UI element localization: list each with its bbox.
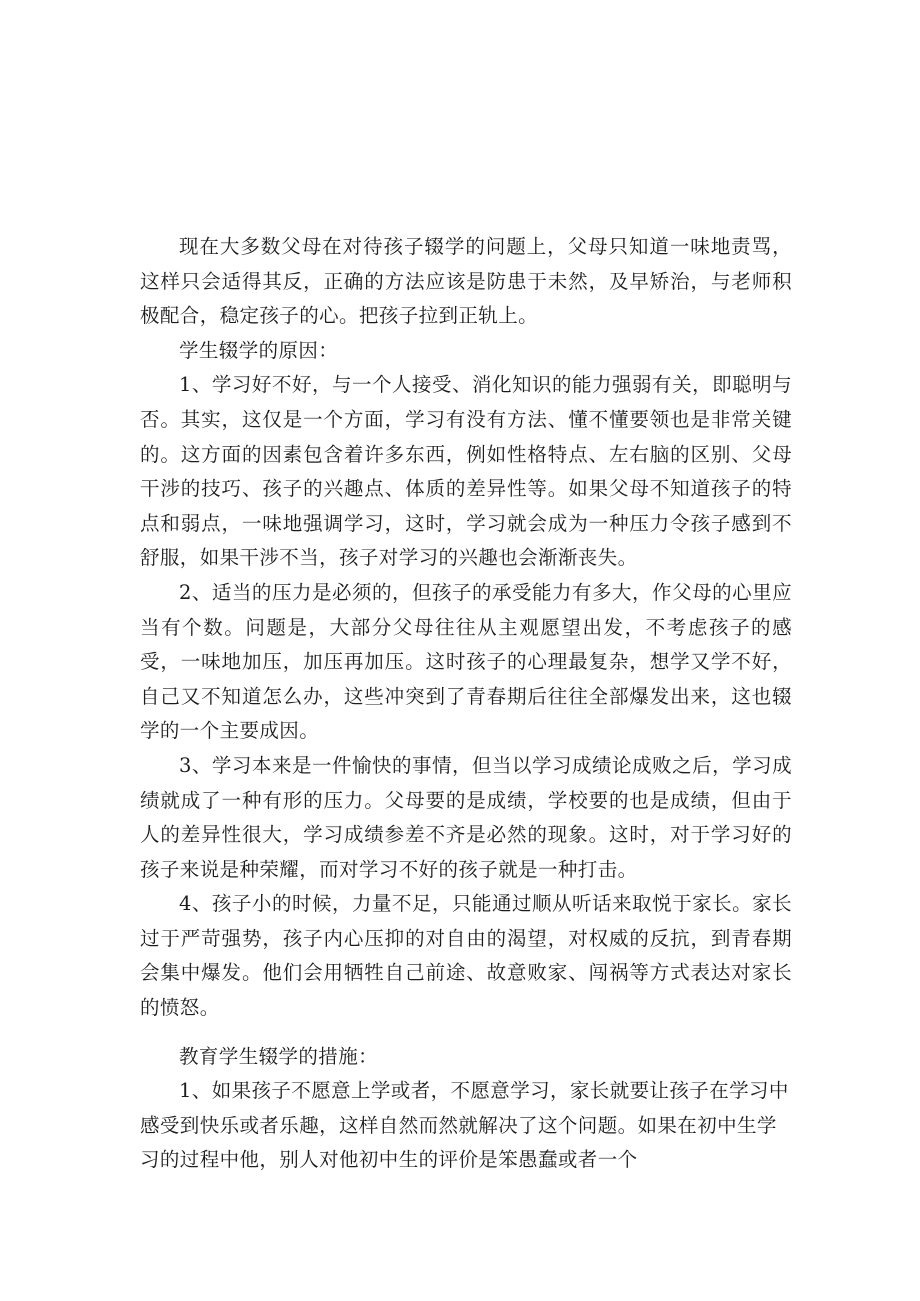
document-body xyxy=(140,230,792,1178)
paragraph-measure-1: 1、如果孩子不愿意上学或者，不愿意学习，家长就要让孩子在学习中感受到快乐或者乐趣，这样自然而然就解决了这个问题。如果在初中生学习的过程中他，别人对他初中生的评价是笨愚蠢或者一个 xyxy=(140,1079,789,1172)
heading-dropout-causes: 学生辍学的原因： xyxy=(179,338,339,362)
paragraph-intro: 现在大多数父母在对待孩子辍学的问题上，父母只知道一味地责骂，这样只会适得其反，正确的方法应该是防患于未然，及早矫治，与老师积极配合，稳定孩子的心。把孩子拉到正轨上。 xyxy=(140,235,792,328)
paragraph-cause-4: 4、孩子小的时候，力量不足，只能通过顺从听话来取悦于家长。家长过于严苛强势，孩子内心压抑的对自由的渴望，对权威的反抗，到青春期会集中爆发。他们会用牺牲自己前途、故意败家、闯祸等方式表达对家长的愤怒。 xyxy=(140,892,792,1020)
paragraph-cause-2: 2、适当的压力是必须的，但孩子的承受能力有多大，作父母的心里应当有个数。问题是，大部分父母往往从主观愿望出发，不考虑孩子的感受，一味地加压，加压再加压。这时孩子的心理最复杂，想学又学不好，自己又不知道怎么办，这些冲突到了青春期后往往全部爆发出来，这也辍学的一个主要成因。 xyxy=(140,580,792,743)
paragraph-cause-1: 1、学习好不好，与一个人接受、消化知识的能力强弱有关，即聪明与否。其实，这仅是一个方面，学习有没有方法、懂不懂要领也是非常关键的。这方面的因素包含着许多东西，例如性格特点、左右脑的区别、父母干涉的技巧、孩子的兴趣点、体质的差异性等。如果父母不知道孩子的特点和弱点，一味地强调学习，这时，学习就会成为一种压力令孩子感到不舒服，如果干涉不当，孩子对学习的兴趣也会渐渐丧失。 xyxy=(140,373,792,570)
heading-measures: 教育学生辍学的措施： xyxy=(179,1044,379,1068)
paragraph-cause-3: 3、学习本来是一件愉快的事情，但当以学习成绩论成败之后，学习成绩就成了一种有形的压力。父母要的是成绩，学校要的也是成绩，但由于人的差异性很大，学习成绩参差不齐是必然的现象。这时，对于学习好的孩子来说是种荣耀，而对学习不好的孩子就是一种打击。 xyxy=(140,753,792,881)
